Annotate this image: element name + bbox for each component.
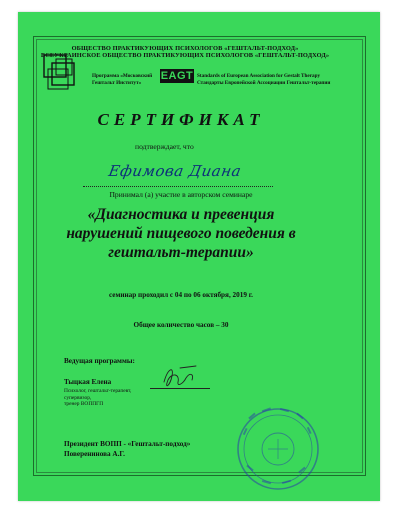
total-hours: Общее количество часов – 30	[133, 321, 229, 329]
recipient-name-line	[83, 186, 273, 187]
organization-line-2: ВСЕУКРАИНСКОЕ ОБЩЕСТВО ПРАКТИКУЮЩИХ ПСИХОЛОГОВ «ГЕШТАЛЬТ-ПОДХОД»	[40, 52, 330, 59]
program-eagt-standards	[197, 73, 330, 87]
official-stamp-icon	[232, 403, 324, 495]
participation-text: Принимал (а) участие в авторском семинаре	[109, 190, 253, 199]
president-name: Поверенинова А.Г.	[64, 450, 125, 458]
seminar-title-line-3: гештальт-терапии»	[108, 244, 254, 261]
program-moscow-line-1: Программа «Московский	[92, 73, 153, 79]
seminar-dates: семинар проходил с 04 по 06 октября, 2019 г.	[109, 291, 253, 299]
leader-signature-icon	[150, 360, 210, 396]
leader-signature-line	[150, 388, 210, 389]
recipient-name-handwritten: Ефимова Диана	[107, 162, 243, 180]
seminar-title-line-2: нарушений пищевого поведения в	[66, 225, 296, 242]
confirms-text: подтверждает, что	[135, 142, 194, 151]
eagt-logo: EAGT	[160, 70, 194, 82]
organization-line-1: ОБЩЕСТВО ПРАКТИКУЮЩИХ ПСИХОЛОГОВ «ГЕШТАЛЬТ-ПОДХОД»	[71, 45, 299, 52]
program-eagt-line-1: Standards of European Association for Gestalt Therapy	[197, 73, 321, 79]
seminar-title	[18, 205, 344, 262]
leader-desc-line-1: Психолог, гештальт-терапевт,	[64, 388, 132, 394]
program-moscow-line-2: Гештальт Институт»	[92, 80, 142, 86]
program-moscow-institute	[92, 73, 152, 87]
leader-desc-line-2: супервизор,	[64, 394, 92, 401]
program-leader-label: Ведущая программы:	[64, 357, 135, 365]
seminar-title-line-1: «Диагностика и превенция	[87, 206, 275, 223]
program-leader-description	[64, 388, 154, 408]
leader-desc-line-3: тренер ВОППГП	[64, 401, 104, 408]
gestalt-squares-logo-icon	[40, 51, 80, 95]
certificate-title: СЕРТИФИКАТ	[97, 110, 265, 129]
program-leader-name: Тыцкая Елена	[64, 378, 112, 386]
president-title: Президент ВОПП - «Гештальт-подход»	[64, 440, 191, 448]
program-eagt-line-2: Стандарты Европейской Ассоциации Гештальт-терапии	[197, 80, 331, 86]
